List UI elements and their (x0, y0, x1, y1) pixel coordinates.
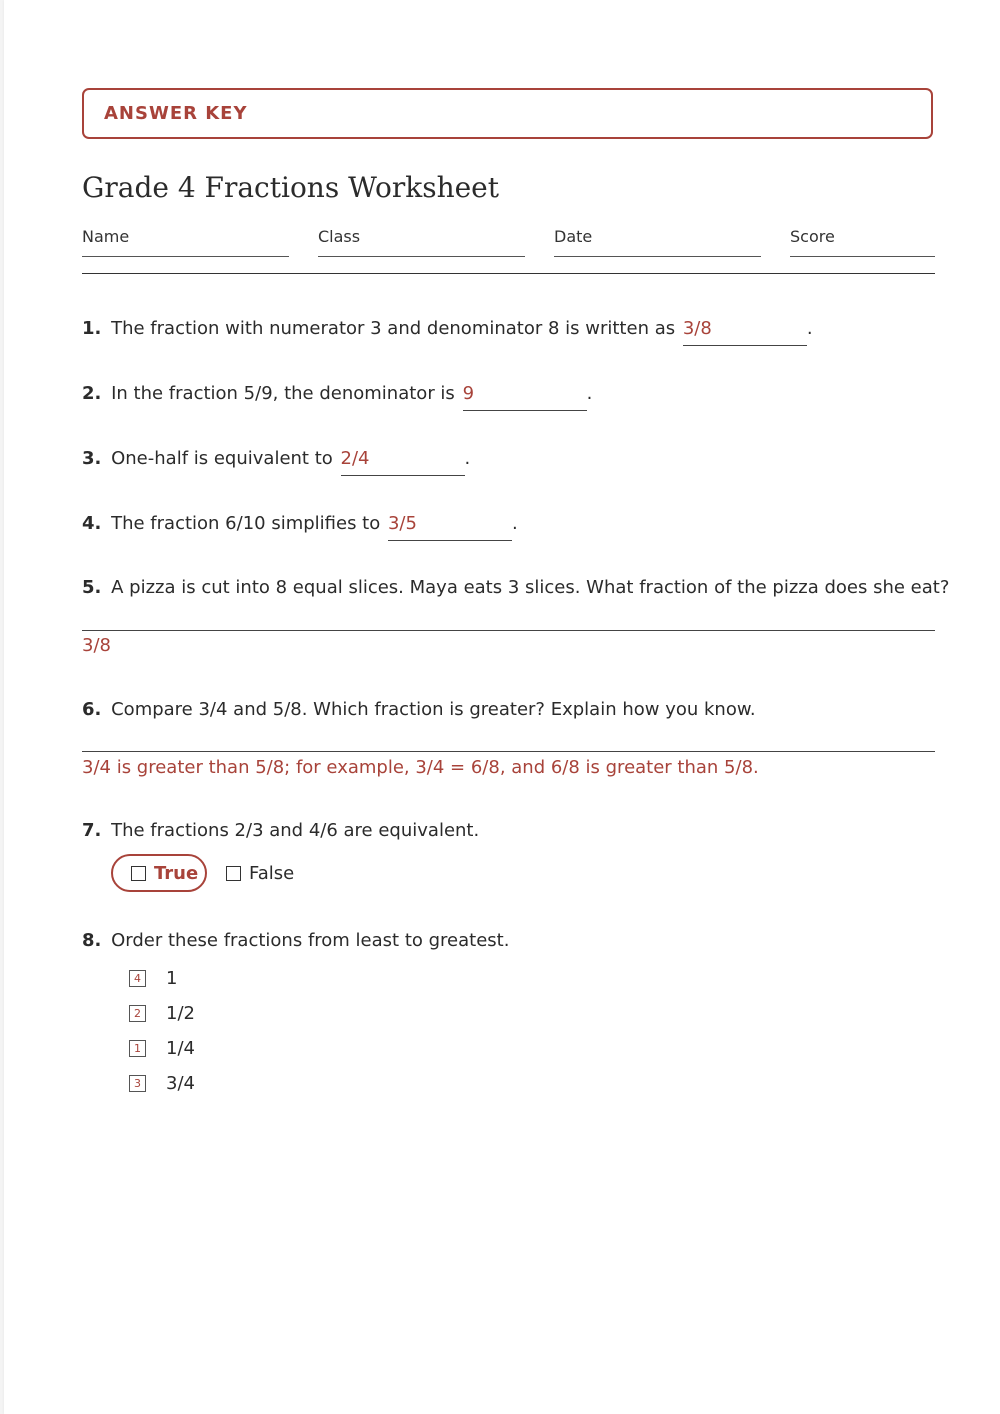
question-text: The fraction with numerator 3 and denominator 8 is written as (111, 318, 676, 339)
question-end: . (464, 448, 471, 469)
question-6 (82, 699, 756, 720)
question-2 (82, 383, 592, 411)
date-field[interactable] (554, 226, 761, 257)
question-text: The fraction 6/10 simplifies to (111, 513, 381, 534)
question-text: Order these fractions from least to greatest. (111, 930, 510, 951)
checkbox-icon (131, 866, 146, 881)
false-label: False (249, 862, 295, 884)
page-title: Grade 4 Fractions Worksheet (82, 171, 499, 204)
question-8 (82, 930, 509, 951)
order-item (129, 966, 177, 990)
rank-box[interactable]: 2 (129, 1005, 146, 1022)
question-7 (82, 820, 479, 841)
answer-blank[interactable]: 9 (463, 383, 587, 411)
true-option[interactable] (111, 854, 207, 892)
question-4 (82, 513, 518, 541)
answer-line[interactable] (82, 751, 935, 752)
order-item (129, 1071, 195, 1095)
true-label: True (154, 862, 199, 884)
fraction-value: 1 (166, 967, 178, 989)
question-end: . (511, 513, 518, 534)
question-number: 1. (82, 318, 102, 339)
rank-box[interactable]: 4 (129, 970, 146, 987)
fraction-value: 1/4 (166, 1037, 195, 1059)
question-number: 3. (82, 448, 102, 469)
question-3 (82, 448, 470, 476)
score-field[interactable] (790, 226, 935, 257)
written-answer: 3/8 (82, 635, 111, 656)
worksheet-page (4, 0, 1000, 1414)
answer-line[interactable] (82, 630, 935, 631)
date-label: Date (554, 227, 593, 246)
question-5 (82, 577, 949, 598)
question-end: . (586, 383, 593, 404)
class-field[interactable] (318, 226, 525, 257)
question-end: . (806, 318, 813, 339)
header-divider (82, 273, 935, 274)
question-1 (82, 318, 813, 346)
checkbox-icon (226, 866, 241, 881)
question-number: 4. (82, 513, 102, 534)
question-text: One-half is equivalent to (111, 448, 333, 469)
question-text: A pizza is cut into 8 equal slices. Maya eats 3 slices. What fraction of the pizza does she eat? (111, 577, 950, 598)
answer-blank[interactable]: 2/4 (341, 448, 465, 476)
question-number: 6. (82, 699, 102, 720)
answer-key-label: ANSWER KEY (104, 103, 248, 124)
answer-blank[interactable]: 3/8 (683, 318, 807, 346)
rank-box[interactable]: 1 (129, 1040, 146, 1057)
answer-blank[interactable]: 3/5 (388, 513, 512, 541)
question-number: 7. (82, 820, 102, 841)
answer-key-badge (82, 88, 933, 139)
order-item (129, 1036, 195, 1060)
fraction-value: 3/4 (166, 1072, 195, 1094)
question-number: 5. (82, 577, 102, 598)
class-label: Class (318, 227, 361, 246)
question-number: 2. (82, 383, 102, 404)
question-text: The fractions 2/3 and 4/6 are equivalent. (111, 820, 480, 841)
false-option[interactable] (226, 854, 294, 892)
question-text: In the fraction 5/9, the denominator is (111, 383, 455, 404)
score-label: Score (790, 227, 835, 246)
name-label: Name (82, 227, 130, 246)
question-number: 8. (82, 930, 102, 951)
written-answer: 3/4 is greater than 5/8; for example, 3/4 = 6/8, and 6/8 is greater than 5/8. (82, 757, 759, 778)
question-text: Compare 3/4 and 5/8. Which fraction is greater? Explain how you know. (111, 699, 756, 720)
order-item (129, 1001, 195, 1025)
fraction-value: 1/2 (166, 1002, 195, 1024)
name-field[interactable] (82, 226, 289, 257)
rank-box[interactable]: 3 (129, 1075, 146, 1092)
